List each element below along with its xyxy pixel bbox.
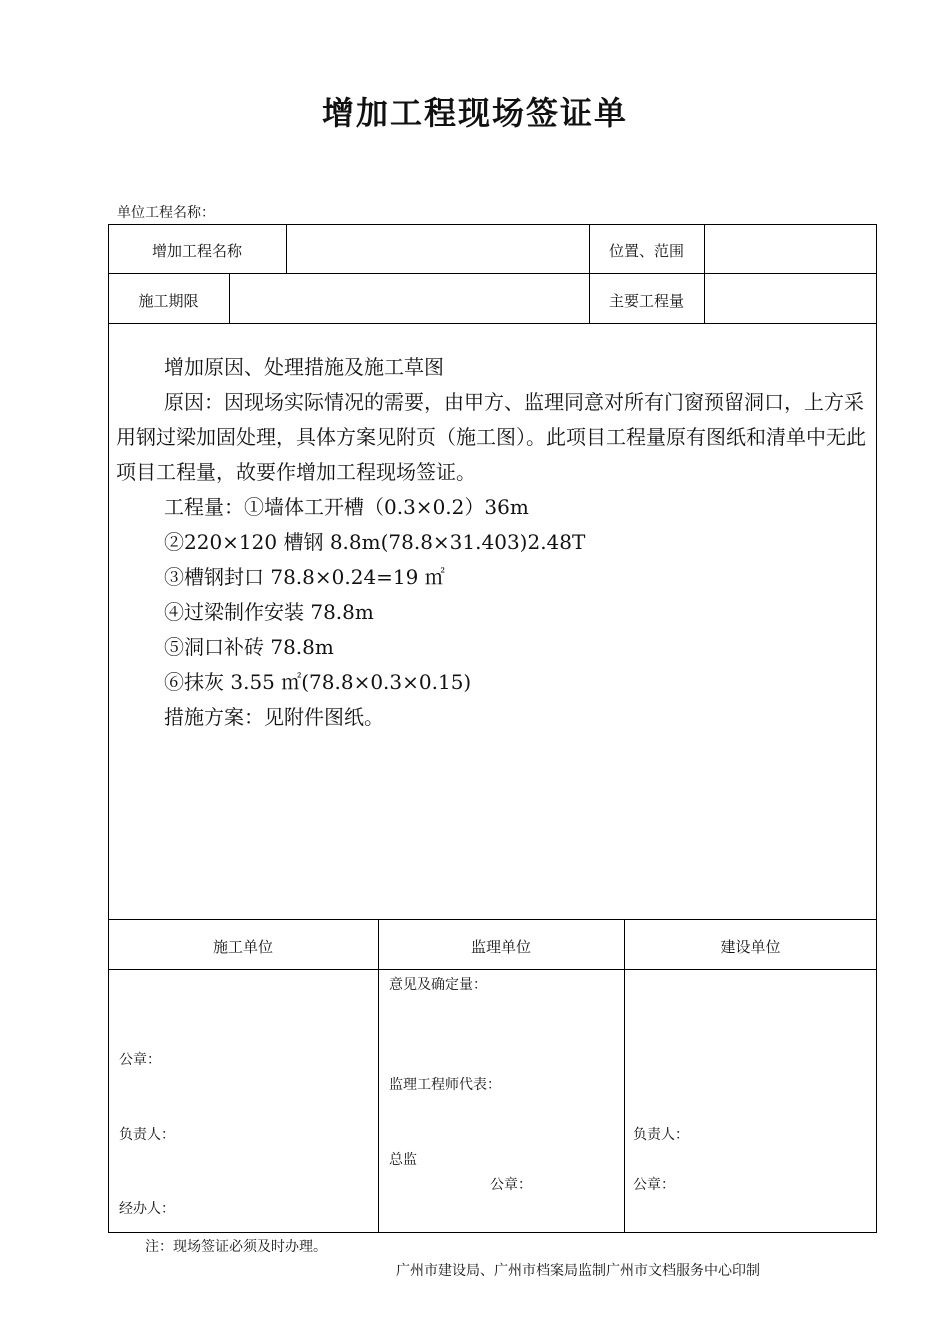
main-quantity-label: 主要工程量 [608,292,684,310]
measure-plan: 措施方案：见附件图纸。 [164,705,384,729]
page-title: 增加工程现场签证单 [321,94,628,132]
owner-unit-header: 建设单位 [720,938,781,956]
quantity-item: ②220×120 槽钢 8.8m(78.8×31.403)2.48T [164,530,586,554]
row-divider-3 [108,919,877,920]
added-project-name-label: 增加工程名称 [151,242,242,260]
footnote: 注：现场签证必须及时办理。 [145,1239,327,1255]
quantity-item: ⑥抹灰 3.55 ㎡(78.8×0.3×0.15) [164,670,472,694]
quantity-item: 工程量：①墙体工开槽（0.3×0.2）36m [164,495,529,519]
col-divider [378,919,379,1233]
printer-credit: 广州市建设局、广州市档案局监制广州市文档服务中心印制 [396,1263,760,1279]
quantity-item: ⑤洞口补砖 78.8m [164,635,334,659]
owner-responsible-label: 负责人： [633,1127,689,1143]
content-heading: 增加原因、处理措施及施工草图 [164,355,444,379]
row-divider-2 [108,323,877,324]
construction-seal-label: 公章： [119,1052,161,1068]
col-divider [624,919,625,1233]
construction-handler-label: 经办人： [119,1201,175,1217]
construction-period-label: 施工期限 [138,292,199,310]
col-divider [229,273,230,323]
col-divider [286,224,287,273]
construction-unit-header: 施工单位 [212,938,273,956]
row-divider-1 [108,273,877,274]
unit-project-name-label: 单位工程名称： [117,205,215,221]
supervision-opinion-label: 意见及确定量： [389,977,487,993]
reason-paragraph: 原因：因现场实际情况的需要，由甲方、监理同意对所有门窗预留洞口，上方采用钢过梁加固处理，具体方案见附页（施工图）。此项目工程量原有图纸和清单中无此项目工程量，故要作增加工程现场签证。 [116,390,866,484]
quantity-item: ④过梁制作安装 78.8m [164,600,374,624]
construction-responsible-label: 负责人： [119,1127,175,1143]
quantity-item: ③槽钢封口 78.8×0.24=19 ㎡ [164,565,445,589]
supervision-seal-label: 公章： [490,1177,532,1193]
col-divider [704,224,705,323]
supervision-engineer-label: 监理工程师代表： [389,1077,501,1093]
row-divider-4 [108,969,877,970]
owner-seal-label: 公章： [633,1177,675,1193]
supervision-unit-header: 监理单位 [470,938,531,956]
content-block [116,350,872,735]
chief-supervisor-label: 总监 [389,1152,417,1168]
location-range-label: 位置、范围 [608,242,684,260]
